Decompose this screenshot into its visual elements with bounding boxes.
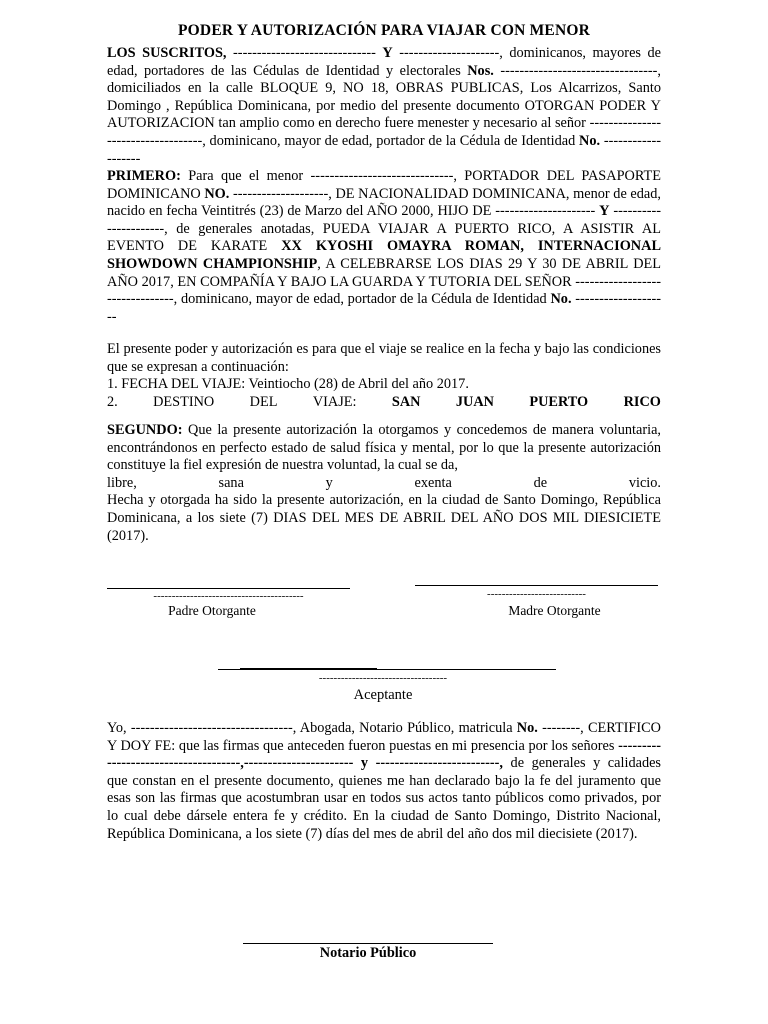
text-span: ------------------- xyxy=(107,132,661,167)
text-span: ---------------------------------, domiciliados en la calle BLOQUE 9, NO 18, OBRAS PUBLICAS, Los Alcarrizos, Santo Domingo , República Dominicana, por medio del presente documento OTORGAN PODER Y AUTORIZACION tan amplio como en derecho fuere menester y necesario al señor -----------------------------------, dominicano, mayor de edad, portador de la Cédula de Identidad xyxy=(107,62,662,149)
lead-primero: PRIMERO: xyxy=(107,168,181,184)
text-span: Yo, ----------------------------------, Abogada, Notario Público, matricula xyxy=(107,720,517,736)
bold-nos: Nos. xyxy=(467,62,494,79)
text-span: ------------------------------ xyxy=(226,45,383,61)
mother-signature-label: Madre Otorgante xyxy=(508,603,601,618)
text-span: --------------------, DE NACIONALIDAD DOMINICANA, menor de edad, nacido en fecha Veintitrés (23) de Marzo del AÑO 2000, HIJO DE --------------------- xyxy=(107,185,661,220)
bold-no: No. xyxy=(579,132,601,149)
paragraph-suscritos xyxy=(107,45,661,168)
lead-suscritos: LOS SUSCRITOS, xyxy=(107,45,227,61)
acceptor-signature-label: Aceptante xyxy=(353,687,413,703)
destination-word: RICO xyxy=(623,393,661,410)
text-span: Para que el menor ------------------------------, PORTADOR DEL PASAPORTE DOMINICANO xyxy=(107,168,661,202)
signers-blanks: -------------------------------------,----------------------- y --------------------------, xyxy=(107,737,661,772)
mother-signature-dashes: --------------------------- xyxy=(487,588,586,600)
destination-word: SAN xyxy=(391,393,421,410)
destination-word: JUAN xyxy=(455,393,494,410)
word: de xyxy=(533,474,548,491)
father-signature-dashes: ----------------------------------------- xyxy=(153,590,304,602)
word: VIAJE: xyxy=(312,393,357,410)
notary-signature-line xyxy=(243,943,493,944)
notary-signature-label: Notario Público xyxy=(319,945,417,961)
text-span: de generales y calidades que constan en el presente documento, quienes me han declarado bajo la fe del juramento que esas son las firmas que acostumbran usar en todos sus actos tanto públicos como privados, por lo cual debe dársele entera fe y crédito. En la ciudad de Santo Domingo, Distrito Nacional, República Dominicana, a los siete (7) días del mes de abril del año dos mil diecisiete (2017). xyxy=(107,755,661,842)
bold-no: NO. xyxy=(204,185,230,202)
paragraph-notary-certification xyxy=(107,720,661,843)
bold-y: Y xyxy=(599,203,610,220)
word: y xyxy=(325,474,333,491)
acceptor-signature-line xyxy=(218,669,556,670)
text-span: --------, CERTIFICO Y DOY FE: que las firmas que anteceden fueron puestas en mi presencia por los señores xyxy=(107,720,661,754)
bold-no: No. xyxy=(516,720,538,736)
word: DEL xyxy=(249,393,278,410)
text-span: ---------------------, dominicanos, mayores de edad, portadores de las Cédulas de Identidad y electorales xyxy=(107,45,662,79)
text-span: Que la presente autorización la otorgamos y concedemos de manera voluntaria, encontrándonos en perfecto estado de salud física y mental, por lo que la presente autorización constituye la fiel expresión de nuestra voluntad, la cual se da, xyxy=(107,422,661,474)
father-signature-line xyxy=(107,588,350,589)
word: DESTINO xyxy=(153,393,215,410)
acceptor-signature-line-segment xyxy=(240,668,377,669)
closing-words-line xyxy=(107,475,661,493)
lead-segundo: SEGUNDO: xyxy=(107,422,183,438)
document-title: PODER Y AUTORIZACIÓN PARA VIAJAR CON MENOR xyxy=(178,22,590,39)
granting-statement: Hecha y otorgada ha sido la presente autorización, en la ciudad de Santo Domingo, República Dominicana, a los siete (7) DIAS DEL MES DE ABRIL DEL AÑO DOS MIL DIESICIETE (2017). xyxy=(107,492,661,544)
text-span: , A CELEBRARSE LOS DIAS 29 Y 30 DE ABRIL DEL AÑO 2017, EN COMPAÑÍA Y BAJO LA GUARDA Y TUTORIA DEL SEÑOR --------------------------------, dominicano, mayor de edad, portador de la Cédula de Identidad xyxy=(107,255,661,308)
father-signature-label: Padre Otorgante xyxy=(168,603,256,618)
bold-no: No. xyxy=(550,291,572,308)
text-span: ----------------------, de generales anotadas, PUEDA VIAJAR A PUERTO RICO, A ASISTIR AL EVENTO DE KARATE xyxy=(107,203,661,255)
paragraph-primero xyxy=(107,168,661,326)
word: exenta xyxy=(414,474,452,491)
destination-word: PUERTO xyxy=(529,393,589,410)
paragraph-condiciones xyxy=(107,341,661,411)
conditions-intro: El presente poder y autorización es para que el viaje se realice en la fecha y bajo las condiciones que se expresan a continuación: xyxy=(107,341,661,375)
acceptor-signature-dashes: ----------------------------------- xyxy=(318,672,448,684)
condition-item-2 xyxy=(107,394,661,412)
paragraph-segundo xyxy=(107,422,661,545)
mother-signature-line xyxy=(415,585,658,586)
word: 2. xyxy=(107,393,118,410)
word: libre, xyxy=(107,474,137,491)
word: sana xyxy=(218,474,244,491)
condition-item-1: 1. FECHA DEL VIAJE: Veintiocho (28) de Abril del año 2017. xyxy=(107,376,469,393)
bold-y: Y xyxy=(382,45,393,61)
word: vicio. xyxy=(628,474,661,491)
text-span: -------------------- xyxy=(107,291,661,325)
event-name: XX KYOSHI OMAYRA ROMAN, INTERNACIONAL SHOWDOWN CHAMPIONSHIP xyxy=(107,238,661,272)
